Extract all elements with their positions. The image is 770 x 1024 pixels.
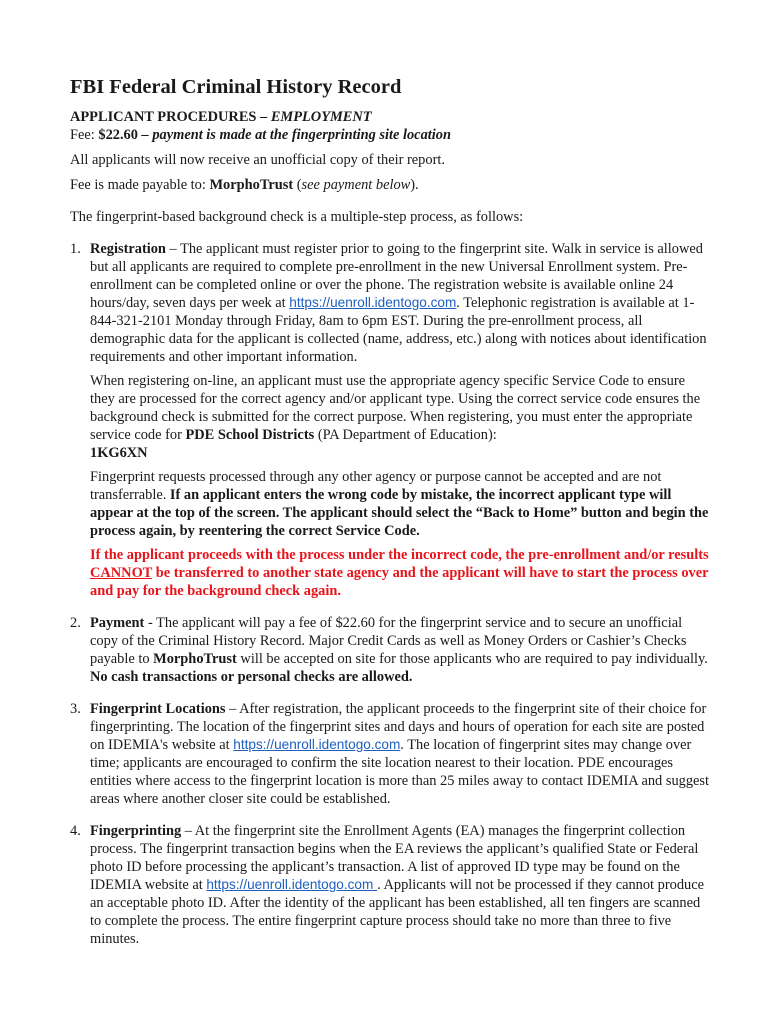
- step-paragraph: [90, 240, 710, 366]
- step-registration: [70, 240, 710, 600]
- fee-note: – payment is made at the fingerprinting site location: [137, 127, 451, 143]
- payable-open: (: [293, 177, 302, 193]
- step-text: . The location of fingerprint sites may change over time; applicants are encouraged to confirm the site location nearest to their location. PDE encourages entities where access to the fingerprint location is more than 25 miles away to contact IDEMIA and suggest areas where another closer site could be established.: [90, 737, 710, 807]
- fee-line: [70, 126, 710, 144]
- procedures-type: EMPLOYMENT: [270, 109, 372, 125]
- step-text: – At the fingerprint site the Enrollment Agents (EA) manages the fingerprint collection process. The fingerprint transaction begins when the EA reviews the applicant’s qualified State or Federal photo ID before processing the applicant’s transaction. A list of approved ID type may be found on the IDEMIA website at: [90, 823, 699, 893]
- service-code-paragraph: [90, 372, 710, 462]
- step-heading: Registration: [90, 241, 166, 257]
- registration-link[interactable]: https://uenroll.identogo.com: [289, 295, 457, 310]
- step-paragraph: [90, 822, 710, 948]
- step-text: . Telephonic registration is available at 1-844-321-2101 Monday through Friday, 8am to 6pm EST. During the pre-enrollment process, all demographic data for the applicant is collected (name, address, etc.) along with notices about identification requirements and other important information.: [90, 295, 707, 365]
- agency-name: PDE School Districts: [185, 427, 315, 443]
- procedures-label: APPLICANT PROCEDURES –: [70, 109, 271, 125]
- payable-note: see payment below: [301, 177, 411, 193]
- payable-to: MorphoTrust: [209, 177, 294, 193]
- step-number: 1.: [70, 241, 81, 257]
- no-cash-notice: No cash transactions or personal checks are allowed.: [90, 669, 413, 685]
- id-types-link[interactable]: https://uenroll.identogo.com: [206, 877, 378, 892]
- fee-amount: $22.60: [98, 127, 138, 143]
- payee-name: MorphoTrust: [153, 651, 237, 667]
- step-text: . Applicants will not be processed if they cannot produce an acceptable photo ID. After the identity of the applicant has been established, all ten fingers are scanned to complete the process. The entire fingerprint capture process should take no more than three to five minutes.: [90, 877, 704, 947]
- fee-prefix: Fee:: [70, 127, 99, 143]
- step-fingerprinting: [70, 822, 710, 948]
- warning-emphasis: CANNOT: [90, 565, 153, 581]
- step-text: Fingerprint requests processed through any other agency or purpose cannot be accepted and are not transferrable.: [90, 469, 662, 503]
- step-number: 3.: [70, 701, 81, 717]
- payable-line: [70, 176, 710, 194]
- step-paragraph: [90, 700, 710, 808]
- step-text: – The applicant must register prior to going to the fingerprint site. Walk in service is allowed but all applicants are required to complete pre-enrollment in the new Universal Enrollment system. Pre-enrollment can be completed online or over the phone. The registration website is available online 24 hours/day, seven days per week at: [90, 241, 703, 311]
- step-text: When registering on-line, an applicant must use the appropriate agency specific Service Code to ensure they are processed for the correct agency and/or applicant type. Using the correct service code ensures the background check is submitted for the correct purpose. When registering, you must enter the appropriate service code for: [90, 373, 701, 443]
- locations-link[interactable]: https://uenroll.identogo.com: [233, 737, 401, 752]
- step-heading: Fingerprinting: [90, 823, 182, 839]
- process-intro: The fingerprint-based background check is a multiple-step process, as follows:: [70, 209, 524, 225]
- warning-paragraph: [90, 546, 710, 600]
- wrong-code-paragraph: [90, 468, 710, 540]
- step-heading: Fingerprint Locations: [90, 701, 226, 717]
- step-paragraph: [90, 614, 710, 686]
- warning-text: be transferred to another state agency and the applicant will have to start the process over and pay for the background check again.: [90, 565, 709, 599]
- payable-close: ).: [410, 177, 419, 193]
- warning-text: If the applicant proceeds with the process under the incorrect code, the pre-enrollment and/or results: [90, 547, 709, 563]
- step-text: will be accepted on site for those applicants who are required to pay individually.: [236, 651, 708, 667]
- step-heading: Payment: [90, 615, 145, 631]
- step-number: 2.: [70, 615, 81, 631]
- step-text: – After registration, the applicant proceeds to the fingerprint site of their choice for fingerprinting. The location of the fingerprint sites and days and hours of operation for each site are posted on IDEMIA's website at: [90, 701, 707, 753]
- payable-prefix: Fee is made payable to:: [70, 177, 210, 193]
- step-locations: [70, 700, 710, 808]
- page-title: FBI Federal Criminal History Record: [70, 76, 402, 98]
- service-code: 1KG6XN: [90, 445, 148, 461]
- step-text: (PA Department of Education):: [314, 427, 497, 443]
- procedures-line: [70, 108, 710, 126]
- step-number: 4.: [70, 823, 81, 839]
- step-text: - The applicant will pay a fee of $22.60 for the fingerprint service and to secure an unofficial copy of the Criminal History Record. Major Credit Cards as well as Money Orders or Cashier’s Checks payable to: [90, 615, 687, 667]
- wrong-code-instructions: If an applicant enters the wrong code by mistake, the incorrect applicant type will appear at the top of the screen. The applicant should select the “Back to Home” button and begin the process again, by reentering the correct Service Code.: [90, 487, 709, 539]
- steps-list: [70, 240, 710, 948]
- document-page: [70, 74, 710, 962]
- copy-notice: All applicants will now receive an unofficial copy of their report.: [70, 152, 445, 168]
- step-payment: [70, 614, 710, 686]
